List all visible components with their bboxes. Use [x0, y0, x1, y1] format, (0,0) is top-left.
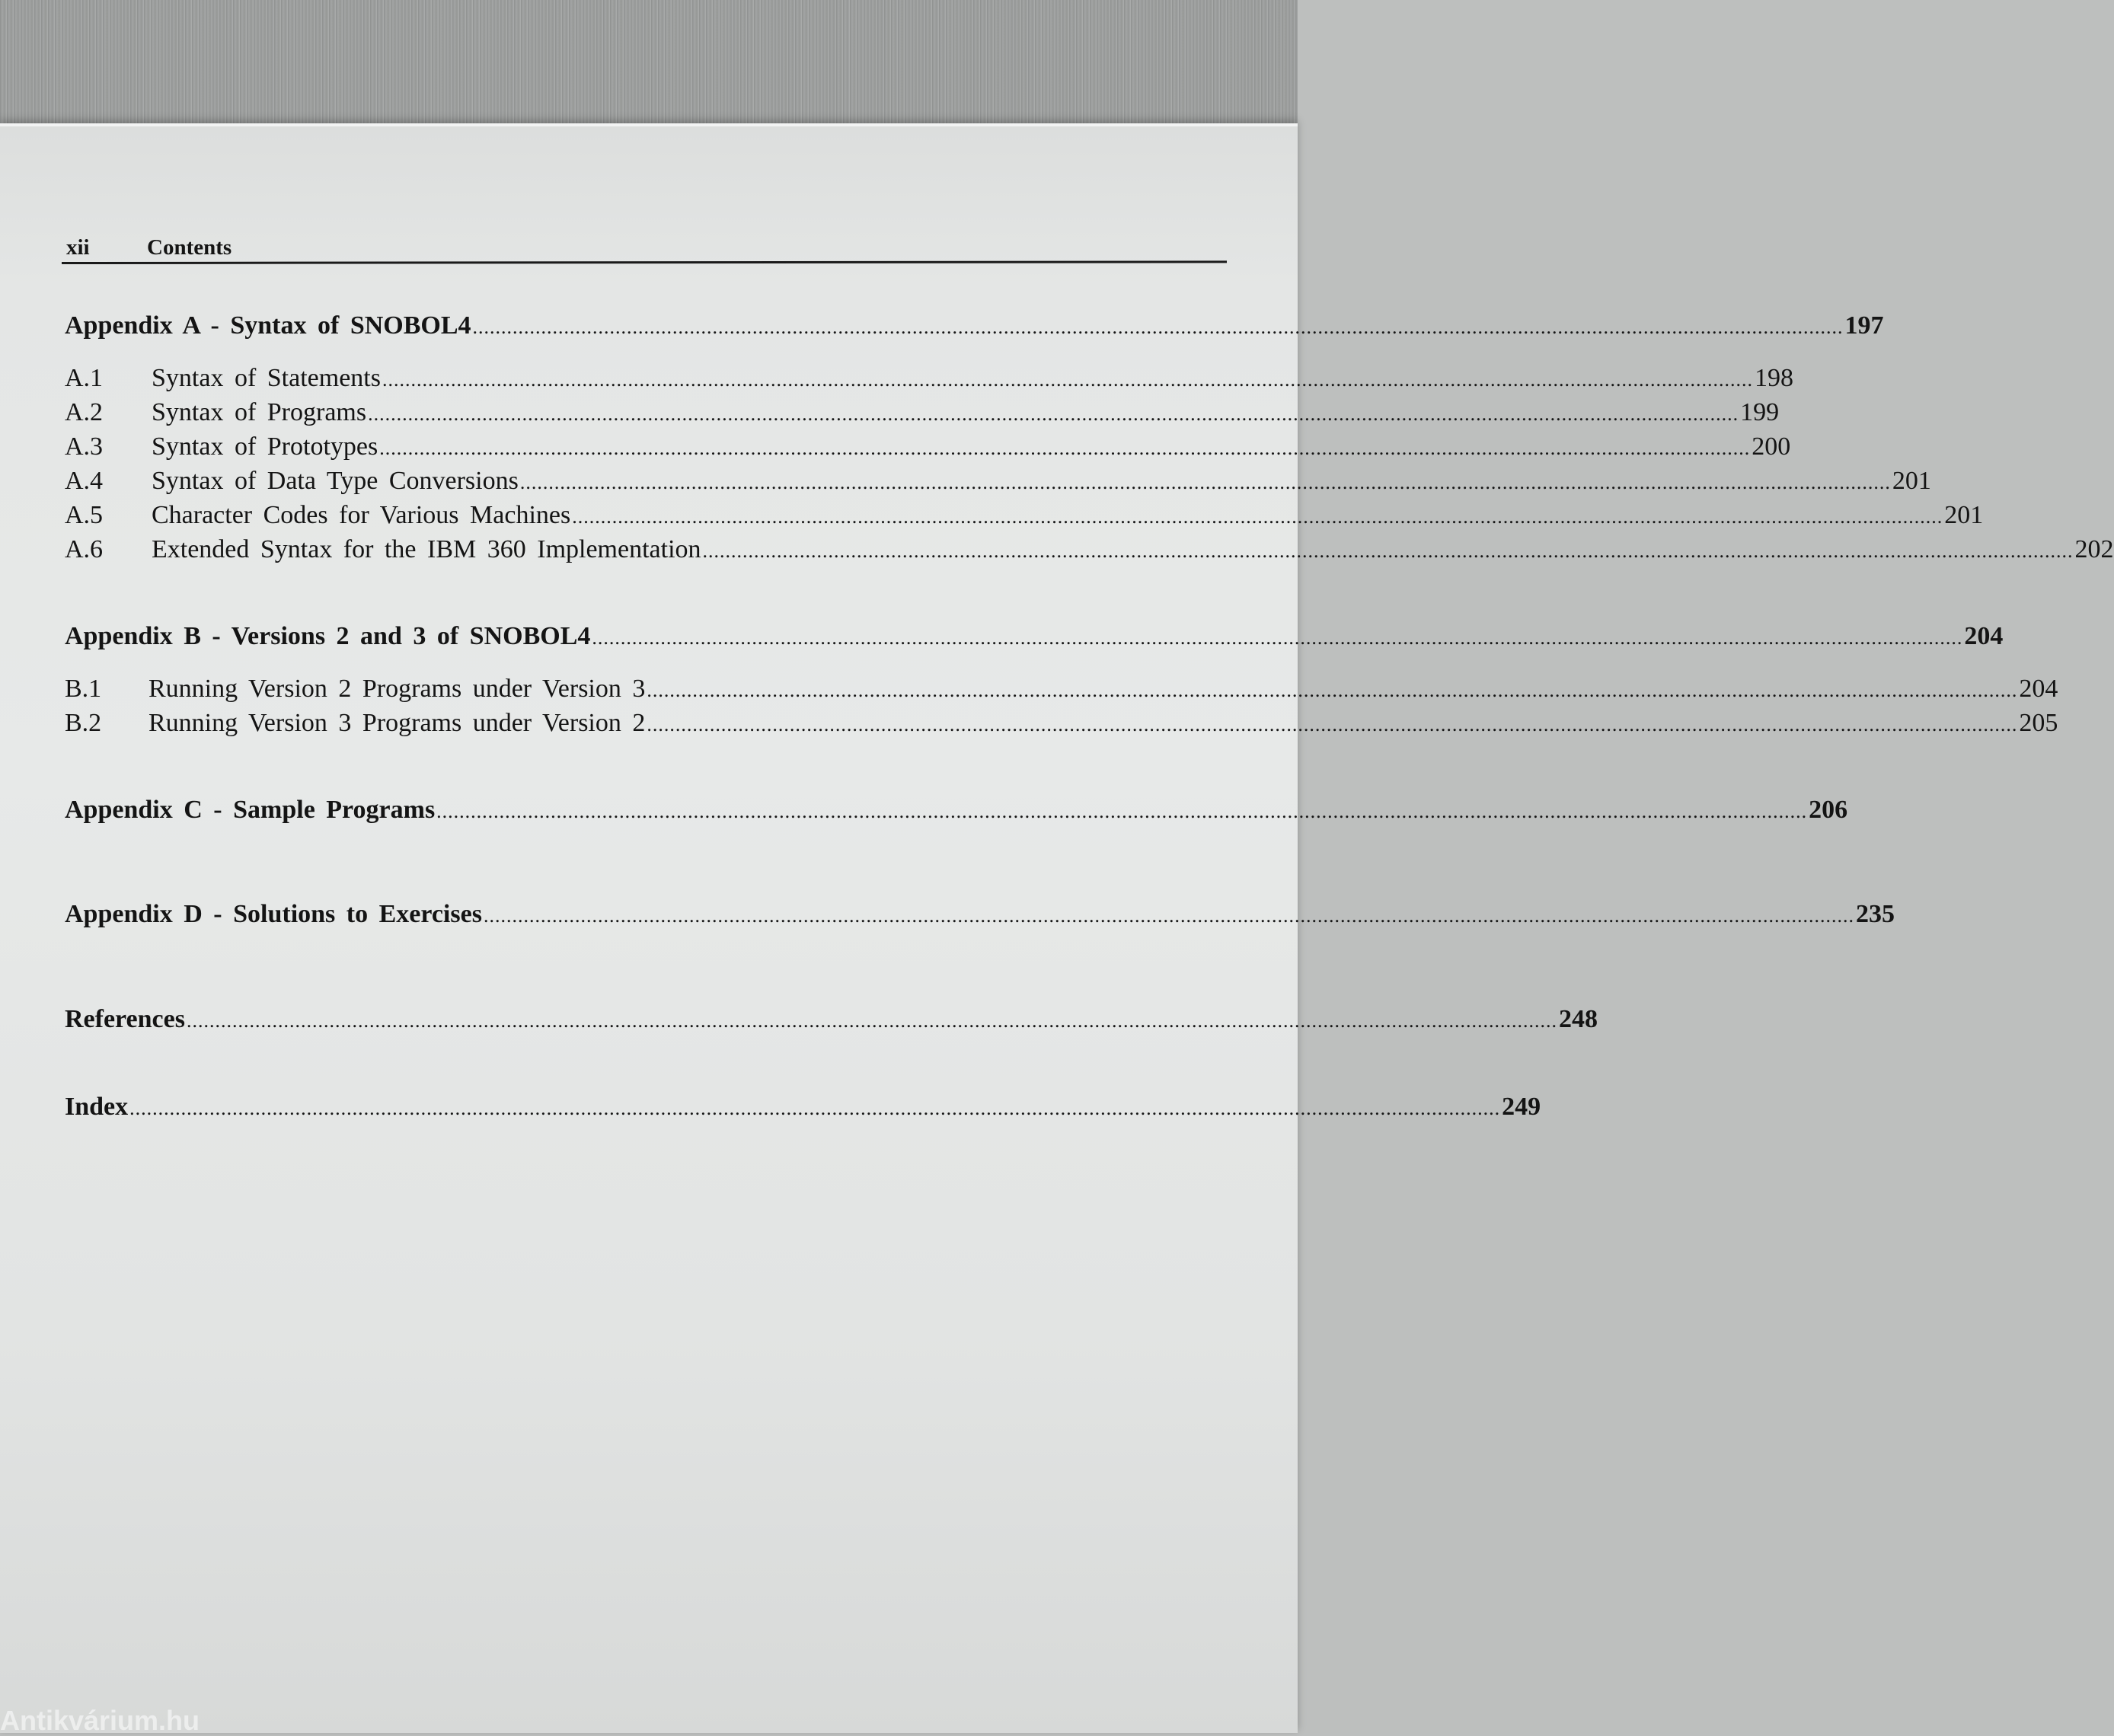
toc-item-b2: [65, 709, 2058, 742]
toc-item-label: Running Version 2 Programs under Version 3: [148, 675, 646, 703]
toc-item-page: 201: [1944, 501, 1984, 529]
toc-entry-page: 197: [1844, 311, 1884, 340]
leader-dots: ................................................................................................................................................................................................................................................: [592, 627, 1963, 649]
toc-item-code: B.1: [65, 675, 102, 703]
toc-entry-page: 249: [1502, 1093, 1541, 1121]
toc-item-code: A.2: [65, 398, 104, 426]
toc-item-a3: [65, 432, 1791, 466]
toc-entry-label: References: [65, 1005, 185, 1033]
toc-entry-page: 204: [1964, 622, 2004, 650]
toc-item-label: Extended Syntax for the IBM 360 Implementation: [152, 535, 701, 563]
toc-appendix-b: [65, 622, 2004, 656]
toc-entry-label: Appendix C - Sample Programs: [65, 796, 436, 824]
leader-dots: ................................................................................................................................................................................................................................................: [186, 1010, 1557, 1032]
toc-index: [65, 1093, 1541, 1126]
toc-item-code: A.6: [65, 535, 104, 563]
toc-references: [65, 1005, 1598, 1039]
leader-dots: ................................................................................................................................................................................................................................................: [483, 905, 1854, 927]
toc-appendix-d: [65, 900, 1895, 933]
toc-item-a4: [65, 467, 1931, 500]
toc-item-code: A.5: [65, 501, 104, 529]
leader-dots: ................................................................................................................................................................................................................................................: [382, 369, 1753, 391]
leader-dots: ................................................................................................................................................................................................................................................: [702, 540, 2074, 562]
toc-entry-page: 235: [1855, 900, 1895, 928]
leader-dots: ................................................................................................................................................................................................................................................: [436, 800, 1808, 822]
toc-appendix-c: [65, 796, 1848, 829]
page-title: Contents: [147, 235, 232, 260]
toc-item-label: Syntax of Programs: [152, 398, 367, 426]
toc-entry-label: Appendix D - Solutions to Exercises: [65, 900, 482, 928]
leader-dots: ................................................................................................................................................................................................................................................: [647, 713, 2018, 736]
leader-dots: ................................................................................................................................................................................................................................................: [472, 316, 1844, 338]
toc-item-label: Character Codes for Various Machines: [152, 501, 571, 529]
leader-dots: ................................................................................................................................................................................................................................................: [368, 403, 1739, 425]
toc-item-a6: [65, 535, 2114, 569]
toc-entry-label: Index: [65, 1093, 129, 1121]
leader-dots: ................................................................................................................................................................................................................................................: [129, 1097, 1501, 1119]
watermark-logo: Antikvárium.hu: [0, 1705, 200, 1736]
toc-item-code: A.3: [65, 432, 104, 461]
toc-item-a5: [65, 501, 1984, 535]
table-of-contents: [65, 303, 2114, 1156]
toc-item-a2: [65, 398, 1780, 432]
toc-item-label: Syntax of Data Type Conversions: [152, 467, 519, 495]
toc-item-b1: [65, 675, 2058, 708]
toc-item-code: B.2: [65, 709, 102, 737]
toc-item-label: Syntax of Statements: [152, 364, 381, 392]
toc-entry-page: 206: [1809, 796, 1848, 824]
leader-dots: ................................................................................................................................................................................................................................................: [572, 506, 1943, 528]
toc-item-code: A.4: [65, 467, 104, 495]
toc-item-label: Running Version 3 Programs under Version 2: [148, 709, 646, 737]
leader-dots: ................................................................................................................................................................................................................................................: [647, 679, 2018, 701]
page-number: xii: [66, 235, 90, 260]
toc-entry-page: 248: [1558, 1005, 1598, 1033]
toc-item-page: 201: [1892, 467, 1931, 495]
toc-item-a1: [65, 364, 1793, 397]
toc-item-page: 199: [1740, 398, 1780, 426]
leader-dots: ................................................................................................................................................................................................................................................: [519, 471, 1891, 493]
toc-appendix-a: [65, 311, 1884, 345]
toc-item-page: 198: [1754, 364, 1793, 392]
toc-entry-label: Appendix A - Syntax of SNOBOL4: [65, 311, 471, 340]
toc-item-label: Syntax of Prototypes: [152, 432, 378, 461]
toc-entry-label: Appendix B - Versions 2 and 3 of SNOBOL4: [65, 622, 591, 650]
toc-item-page: 205: [2019, 709, 2058, 737]
toc-item-page: 204: [2019, 675, 2058, 703]
toc-item-page: 200: [1752, 432, 1791, 461]
toc-item-page: 202: [2074, 535, 2114, 563]
leader-dots: ................................................................................................................................................................................................................................................: [379, 437, 1751, 459]
toc-item-code: A.1: [65, 364, 104, 392]
